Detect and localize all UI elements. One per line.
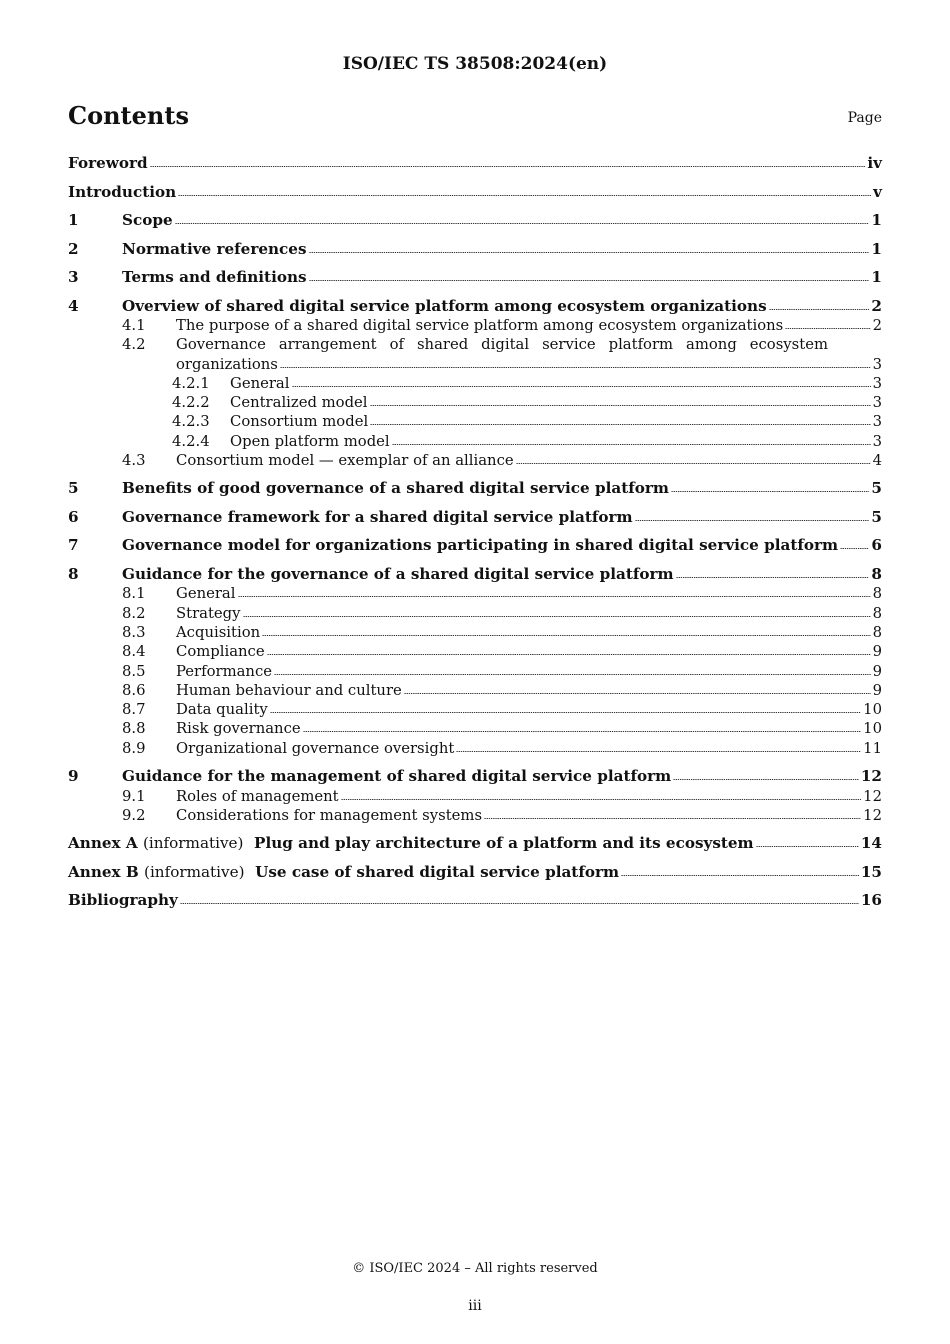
toc-page: 3 [872,432,882,450]
toc-title: Governance model for organizations participating in shared digital service platform [122,536,839,555]
toc-page: 11 [863,739,882,757]
dot-leader [274,672,871,676]
toc-page: 16 [860,891,882,910]
toc-title: Compliance [176,643,265,661]
dot-leader [484,816,861,820]
toc-entry-3[interactable] [68,268,882,288]
dot-leader [303,729,862,733]
toc-title: Centralized model [230,394,368,412]
toc-page: 12 [860,767,882,786]
contents-title: Contents [68,101,189,130]
toc-title: Risk governance [176,720,301,738]
toc-title: Normative references [122,239,307,258]
toc-title: Guidance for the governance of a shared digital service platform [122,564,674,583]
toc-entry-annex-a[interactable] [68,834,882,854]
annex-label: Annex B [68,862,139,881]
dot-leader [456,749,861,753]
toc-number: 6 [68,507,79,526]
toc-entry-4-1[interactable] [68,316,882,335]
dot-leader [175,221,870,225]
toc-number: 9.1 [122,787,146,805]
annex-label: Annex A [68,834,138,853]
toc-number: 9 [68,767,79,786]
toc-number: 8.8 [122,720,146,738]
dot-leader [673,777,859,781]
toc-number: 1 [68,211,79,229]
toc-number: 8.4 [122,643,146,661]
toc-page: 10 [863,701,882,719]
toc-entry-4-2-3[interactable] [68,412,882,431]
toc-number: 4.2.2 [172,394,210,412]
annex-type: (informative) [144,862,245,881]
page-number: iii [468,1298,482,1314]
toc-number: 4.1 [122,317,146,334]
toc-number: 8.6 [122,681,146,699]
toc-page: 3 [872,394,882,412]
dot-leader [280,365,871,369]
toc-page: 10 [863,720,882,738]
toc-page: 9 [872,662,882,680]
toc-page: 3 [872,355,882,373]
toc-entry-8-4[interactable] [68,642,882,661]
toc-number: 4 [68,296,79,315]
dot-leader [769,307,870,311]
toc-number: 3 [68,268,79,286]
toc-page: 8 [872,623,882,641]
toc-title: Introduction [68,182,177,201]
dot-leader [178,193,871,197]
toc-title: Foreword [68,154,148,172]
toc-entry-9[interactable] [68,767,882,787]
toc-entry-2[interactable] [68,240,882,260]
toc-entry-9-2[interactable] [68,806,882,825]
toc-entry-introduction[interactable] [68,183,882,203]
dot-leader [270,710,861,714]
toc-title-line2: organizations [176,355,278,373]
toc-entry-8-5[interactable] [68,662,882,681]
toc-number: 4.2 [122,336,146,354]
dot-leader [840,546,869,550]
dot-leader [309,278,870,282]
dot-leader [309,250,870,254]
toc-page: 5 [871,507,882,526]
toc-title: Use case of shared digital service platform [255,862,620,881]
toc-entry-bibliography[interactable] [68,891,882,911]
toc-title: Guidance for the management of shared digital service platform [122,767,672,786]
toc-number: 8.1 [122,585,146,603]
toc-entry-8-1[interactable] [68,584,882,603]
dot-leader [370,422,870,426]
toc-number: 8.5 [122,662,146,680]
toc-page: 12 [863,787,882,805]
toc-title: Consortium model [230,413,369,431]
toc-page: 4 [872,452,882,470]
toc-title: Organizational governance oversight [176,739,455,757]
dot-leader [370,403,871,407]
toc-entry-4-2-2[interactable] [68,393,882,412]
toc-number: 8.2 [122,604,146,622]
toc-title: Roles of management [176,787,339,805]
toc-page: 9 [872,643,882,661]
toc-title: Data quality [176,701,268,719]
page-column-label: Page [847,110,882,126]
toc-number: 4.3 [122,452,146,470]
toc-title: Strategy [176,604,241,622]
toc-entry-9-1[interactable] [68,787,882,806]
toc-page: 6 [871,536,882,555]
toc-page: 12 [863,806,882,824]
toc-title: Performance [176,662,273,680]
toc-title: Human behaviour and culture [176,681,402,699]
dot-leader [621,873,859,877]
toc-number: 4.2.3 [172,413,210,431]
annex-type: (informative) [142,834,244,853]
dot-leader [671,489,869,493]
toc-entry-8-6[interactable] [68,681,882,700]
toc-page: 5 [871,479,882,498]
toc-title: Terms and definitions [122,268,307,286]
toc-page: 1 [871,239,882,258]
toc-entry-7[interactable] [68,536,882,556]
toc-title: The purpose of a shared digital service platform among ecosystem organizations [176,317,784,334]
dot-leader [756,844,859,848]
toc-page: 3 [872,413,882,431]
toc-title: Bibliography [68,891,178,910]
toc-page: 14 [860,834,882,853]
dot-leader [180,901,859,905]
toc-page: 2 [871,296,882,315]
toc-page: 8 [872,585,882,603]
dot-leader [262,633,870,637]
toc-number: 8.7 [122,701,146,719]
copyright-notice: © ISO/IEC 2024 – All rights reserved [352,1261,598,1276]
toc-title: Benefits of good governance of a shared digital service platform [122,479,669,498]
toc-number: 8.3 [122,623,146,641]
toc-page: 8 [871,564,882,583]
toc-entry-8-9[interactable] [68,739,882,758]
dot-leader [516,461,871,465]
dot-leader [267,652,871,656]
toc-title: Considerations for management systems [176,806,483,824]
document-id: ISO/IEC TS 38508:2024(en) [342,54,608,74]
toc-title: Acquisition [176,623,261,641]
toc-number: 7 [68,536,79,555]
dot-leader [392,442,871,446]
toc-title-line1: Governance arrangement of shared digital service platform among ecosystem [176,336,828,354]
toc-number: 9.2 [122,806,146,824]
toc-title: General [176,585,236,603]
toc-title: Consortium model — exemplar of an alliance [176,452,514,470]
toc-title: Plug and play architecture of a platform and its ecosystem [254,834,754,853]
toc-entry-4-2-cont[interactable] [68,355,882,374]
toc-number: 8 [68,564,79,583]
dot-leader [404,691,871,695]
dot-leader [635,518,870,522]
toc-entry-4-2[interactable] [68,335,882,354]
toc-page: 3 [872,374,882,392]
toc-title: General [230,374,290,392]
toc-number: 2 [68,239,79,258]
toc-entry-6[interactable] [68,508,882,528]
toc-title: Overview of shared digital service platform among ecosystem organizations [122,296,767,315]
toc-entry-8-2[interactable] [68,604,882,623]
toc-page: 9 [872,681,882,699]
toc-title: Scope [122,211,173,229]
toc-number: 4.2.1 [172,374,210,392]
dot-leader [292,384,871,388]
toc-page: v [873,182,882,201]
dot-leader [785,326,870,330]
toc-page: iv [867,154,882,172]
toc-entry-4-2-4[interactable] [68,432,882,451]
table-of-contents [68,150,882,911]
toc-entry-4[interactable] [68,297,882,317]
toc-entry-8-8[interactable] [68,719,882,738]
toc-number: 8.9 [122,739,146,757]
dot-leader [341,797,862,801]
toc-page: 8 [872,604,882,622]
toc-entry-8[interactable] [68,565,882,585]
toc-entry-5[interactable] [68,479,882,499]
toc-title: Open platform model [230,432,390,450]
toc-title: Governance framework for a shared digital service platform [122,507,633,526]
toc-entry-1[interactable] [68,211,882,231]
toc-page: 2 [872,317,882,334]
toc-entry-annex-b[interactable] [68,863,882,883]
dot-leader [150,164,866,168]
dot-leader [238,594,871,598]
toc-number: 5 [68,479,79,498]
toc-page: 1 [871,211,882,229]
toc-number: 4.2.4 [172,432,210,450]
toc-entry-8-7[interactable] [68,700,882,719]
dot-leader [676,575,870,579]
toc-entry-foreword[interactable] [68,154,882,174]
dot-leader [243,614,871,618]
toc-page: 15 [860,862,882,881]
toc-page: 1 [871,268,882,286]
toc-entry-8-3[interactable] [68,623,882,642]
toc-entry-4-2-1[interactable] [68,374,882,393]
toc-entry-4-3[interactable] [68,451,882,470]
